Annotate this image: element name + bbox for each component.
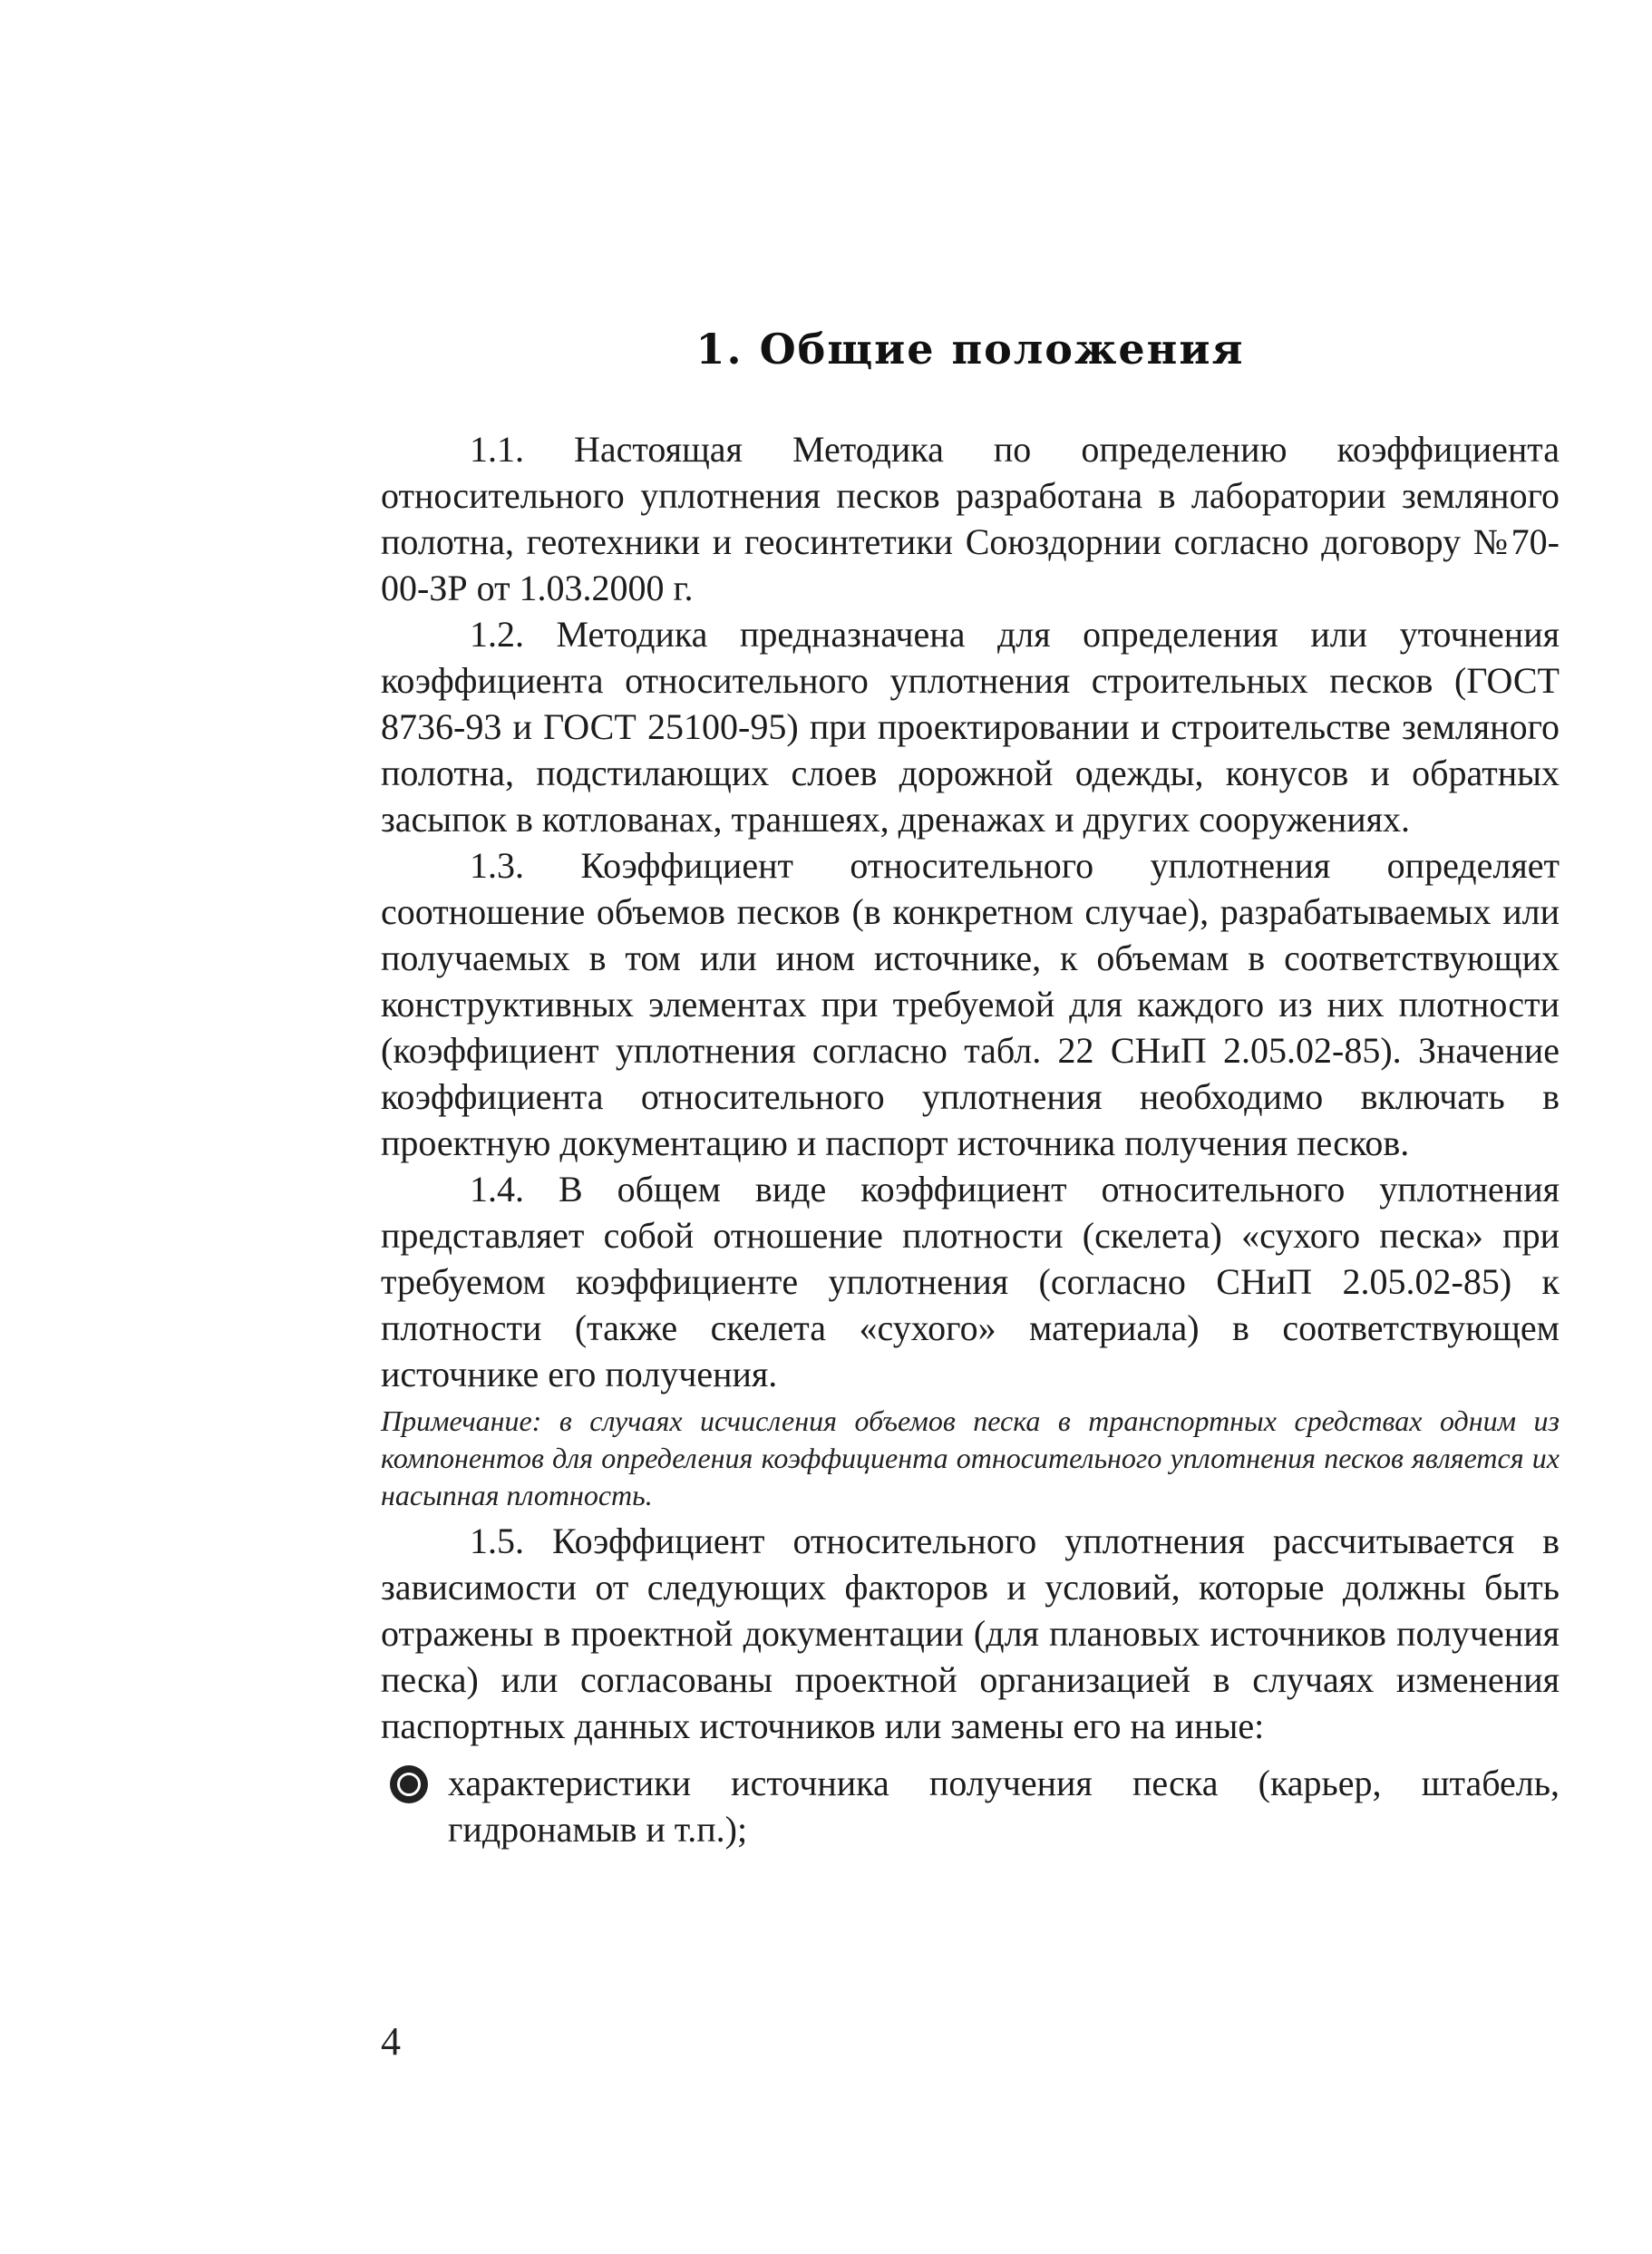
- bullet-icon: [390, 1765, 428, 1803]
- note-text: в случаях исчисления объемов песка в транспортных средствах одним из компонентов для определения коэффициента относительного уплотнения песков является их насыпная плотность.: [381, 1404, 1560, 1511]
- list-item: [381, 1760, 1560, 1852]
- paragraph-1-3: 1.3. Коэффициент относительного уплотнения определяет соотношение объемов песков (в конкретном случае), разрабатываемых или получаемых в том или ином источнике, к объемам в соответствующих конструктивных элементах при требуемой для каждого из них плотности (коэффициент уплотнения согласно табл. 22 СНиП 2.05.02-85). Значение коэффициента относительного уплотнения необходимо включать в проектную документацию и паспорт источника получения песков.: [381, 845, 1560, 1163]
- note-label: Примечание:: [381, 1404, 542, 1437]
- paragraph-1-2: 1.2. Методика предназначена для определения или уточнения коэффициента относительного уплотнения строительных песков (ГОСТ 8736-93 и ГОСТ 25100-95) при проектировании и строительстве земляного полотна, подстилающих слоев дорожной одежды, конусов и обратных засыпок в котлованах, траншеях, дренажах и других сооружениях.: [381, 614, 1560, 840]
- note: [381, 1403, 1560, 1514]
- section-heading: 1. Общие положения: [695, 325, 1245, 374]
- paragraph-1-5: 1.5. Коэффициент относительного уплотнения рассчитывается в зависимости от следующих факторов и условий, которые должны быть отражены в проектной документации (для плановых источников получения песка) или согласованы проектной организацией в случаях изменения паспортных данных источников или замены его на иные:: [381, 1520, 1560, 1746]
- section-body: [381, 426, 1560, 1852]
- page-number: 4: [381, 2019, 401, 2064]
- paragraph-1-4: 1.4. В общем виде коэффициент относительного уплотнения представляет собой отношение плотности (скелета) «сухого песка» при требуемом коэффициенте уплотнения (согласно СНиП 2.05.02-85) к плотности (также скелета «сухого» материала) в соответствующем источнике его получения.: [381, 1169, 1560, 1394]
- paragraph-1-1: 1.1. Настоящая Методика по определению коэффициента относительного уплотнения песков разработана в лаборатории земляного полотна, геотехники и геосинтетики Союздорнии согласно договору №70-00-ЗР от 1.03.2000 г.: [381, 429, 1560, 608]
- list-item-text: характеристики источника получения песка (карьер, штабель, гидронамыв и т.п.);: [448, 1763, 1560, 1850]
